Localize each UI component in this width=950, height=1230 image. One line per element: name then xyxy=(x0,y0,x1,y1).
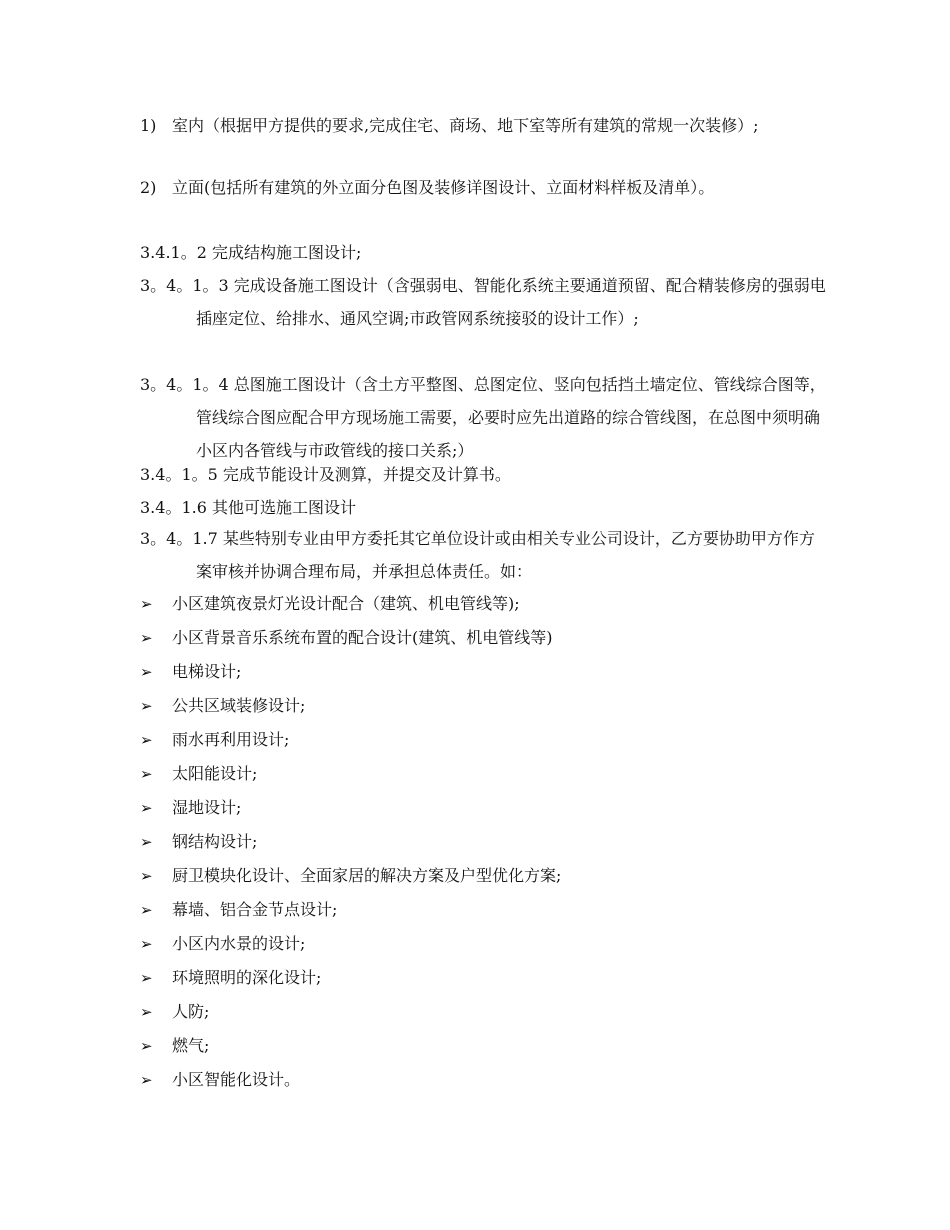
list-item-text: 雨水再利用设计; xyxy=(172,730,290,749)
section-paragraph: 3.4。1。5 完成节能设计及测算，并提交及计算书。 xyxy=(140,465,511,484)
list-item xyxy=(140,791,830,825)
list-item-text: 环境照明的深化设计; xyxy=(172,968,322,987)
list-item-text: 湿地设计; xyxy=(172,798,242,817)
list-item xyxy=(140,587,830,621)
item-text: 立面(包括所有建筑的外立面分色图及装修详图设计、立面材料样板及清单）。 xyxy=(172,178,715,197)
arrow-bullet-icon: ➢ xyxy=(140,969,153,987)
arrow-bullet-icon: ➢ xyxy=(140,697,153,715)
arrow-bullet-icon: ➢ xyxy=(140,765,153,783)
list-item xyxy=(140,995,830,1029)
list-item-text: 钢结构设计; xyxy=(172,832,258,851)
list-item-text: 燃气; xyxy=(172,1036,210,1055)
list-item xyxy=(140,723,830,757)
list-item xyxy=(140,1029,830,1063)
section-paragraph: 3.4。1.6 其他可选施工图设计 xyxy=(140,498,356,517)
section-paragraph: 3。4。1。3 完成设备施工图设计（含强弱电、智能化系统主要通道预留、配合精装修房的强弱电插座定位、给排水、通风空调;市政管网系统接驳的设计工作）; xyxy=(140,276,826,328)
list-item xyxy=(140,961,830,995)
arrow-bullet-icon: ➢ xyxy=(140,629,153,647)
list-item-text: 小区智能化设计。 xyxy=(172,1070,301,1089)
list-item-text: 小区内水景的设计; xyxy=(172,934,306,953)
list-item-text: 公共区域装修设计; xyxy=(172,696,306,715)
arrow-bullet-icon: ➢ xyxy=(140,867,153,885)
item-text: 室内（根据甲方提供的要求,完成住宅、商场、地下室等所有建筑的常规一次装修）; xyxy=(172,116,759,135)
item-number: 1) xyxy=(140,116,157,135)
item-number: 2) xyxy=(140,178,157,197)
section-paragraph: 3。4。1.7 某些特别专业由甲方委托其它单位设计或由相关专业公司设计，乙方要协助甲方作方案审核并协调合理布局，并承担总体责任。如： xyxy=(140,529,815,581)
arrow-bullet-icon: ➢ xyxy=(140,1037,153,1055)
list-item xyxy=(140,927,830,961)
arrow-bullet-icon: ➢ xyxy=(140,663,153,681)
list-item-text: 小区背景音乐系统布置的配合设计(建筑、机电管线等) xyxy=(172,628,553,647)
arrow-bullet-icon: ➢ xyxy=(140,1071,153,1089)
list-item-text: 太阳能设计; xyxy=(172,764,258,783)
list-item xyxy=(140,859,830,893)
list-item xyxy=(140,1063,830,1097)
section-paragraph: 3.4.1。2 完成结构施工图设计; xyxy=(140,243,362,262)
arrow-bullet-icon: ➢ xyxy=(140,901,153,919)
list-item-text: 小区建筑夜景灯光设计配合（建筑、机电管线等); xyxy=(172,594,520,613)
list-item-text: 人防; xyxy=(172,1002,210,1021)
section-paragraph: 3。4。1。4 总图施工图设计（含土方平整图、总图定位、竖向包括挡土墙定位、管线综合图等，管线综合图应配合甲方现场施工需要，必要时应先出道路的综合管线图，在总图中须明确小区内各管线与市政管线的接口关系;） xyxy=(140,375,826,460)
list-item xyxy=(140,621,830,655)
arrow-bullet-icon: ➢ xyxy=(140,1003,153,1021)
list-item-text: 厨卫模块化设计、全面家居的解决方案及户型优化方案; xyxy=(172,866,562,885)
arrow-bullet-icon: ➢ xyxy=(140,833,153,851)
list-item xyxy=(140,689,830,723)
list-item-text: 幕墙、铝合金节点设计; xyxy=(172,900,338,919)
arrow-bullet-icon: ➢ xyxy=(140,799,153,817)
arrow-bullet-icon: ➢ xyxy=(140,935,153,953)
numbered-item xyxy=(140,172,830,203)
list-item xyxy=(140,893,830,927)
list-item xyxy=(140,757,830,791)
list-item xyxy=(140,655,830,689)
arrow-bullet-icon: ➢ xyxy=(140,595,153,613)
bullet-list xyxy=(140,587,830,1097)
list-item-text: 电梯设计; xyxy=(172,662,242,681)
arrow-bullet-icon: ➢ xyxy=(140,731,153,749)
numbered-item xyxy=(140,110,830,141)
list-item xyxy=(140,825,830,859)
